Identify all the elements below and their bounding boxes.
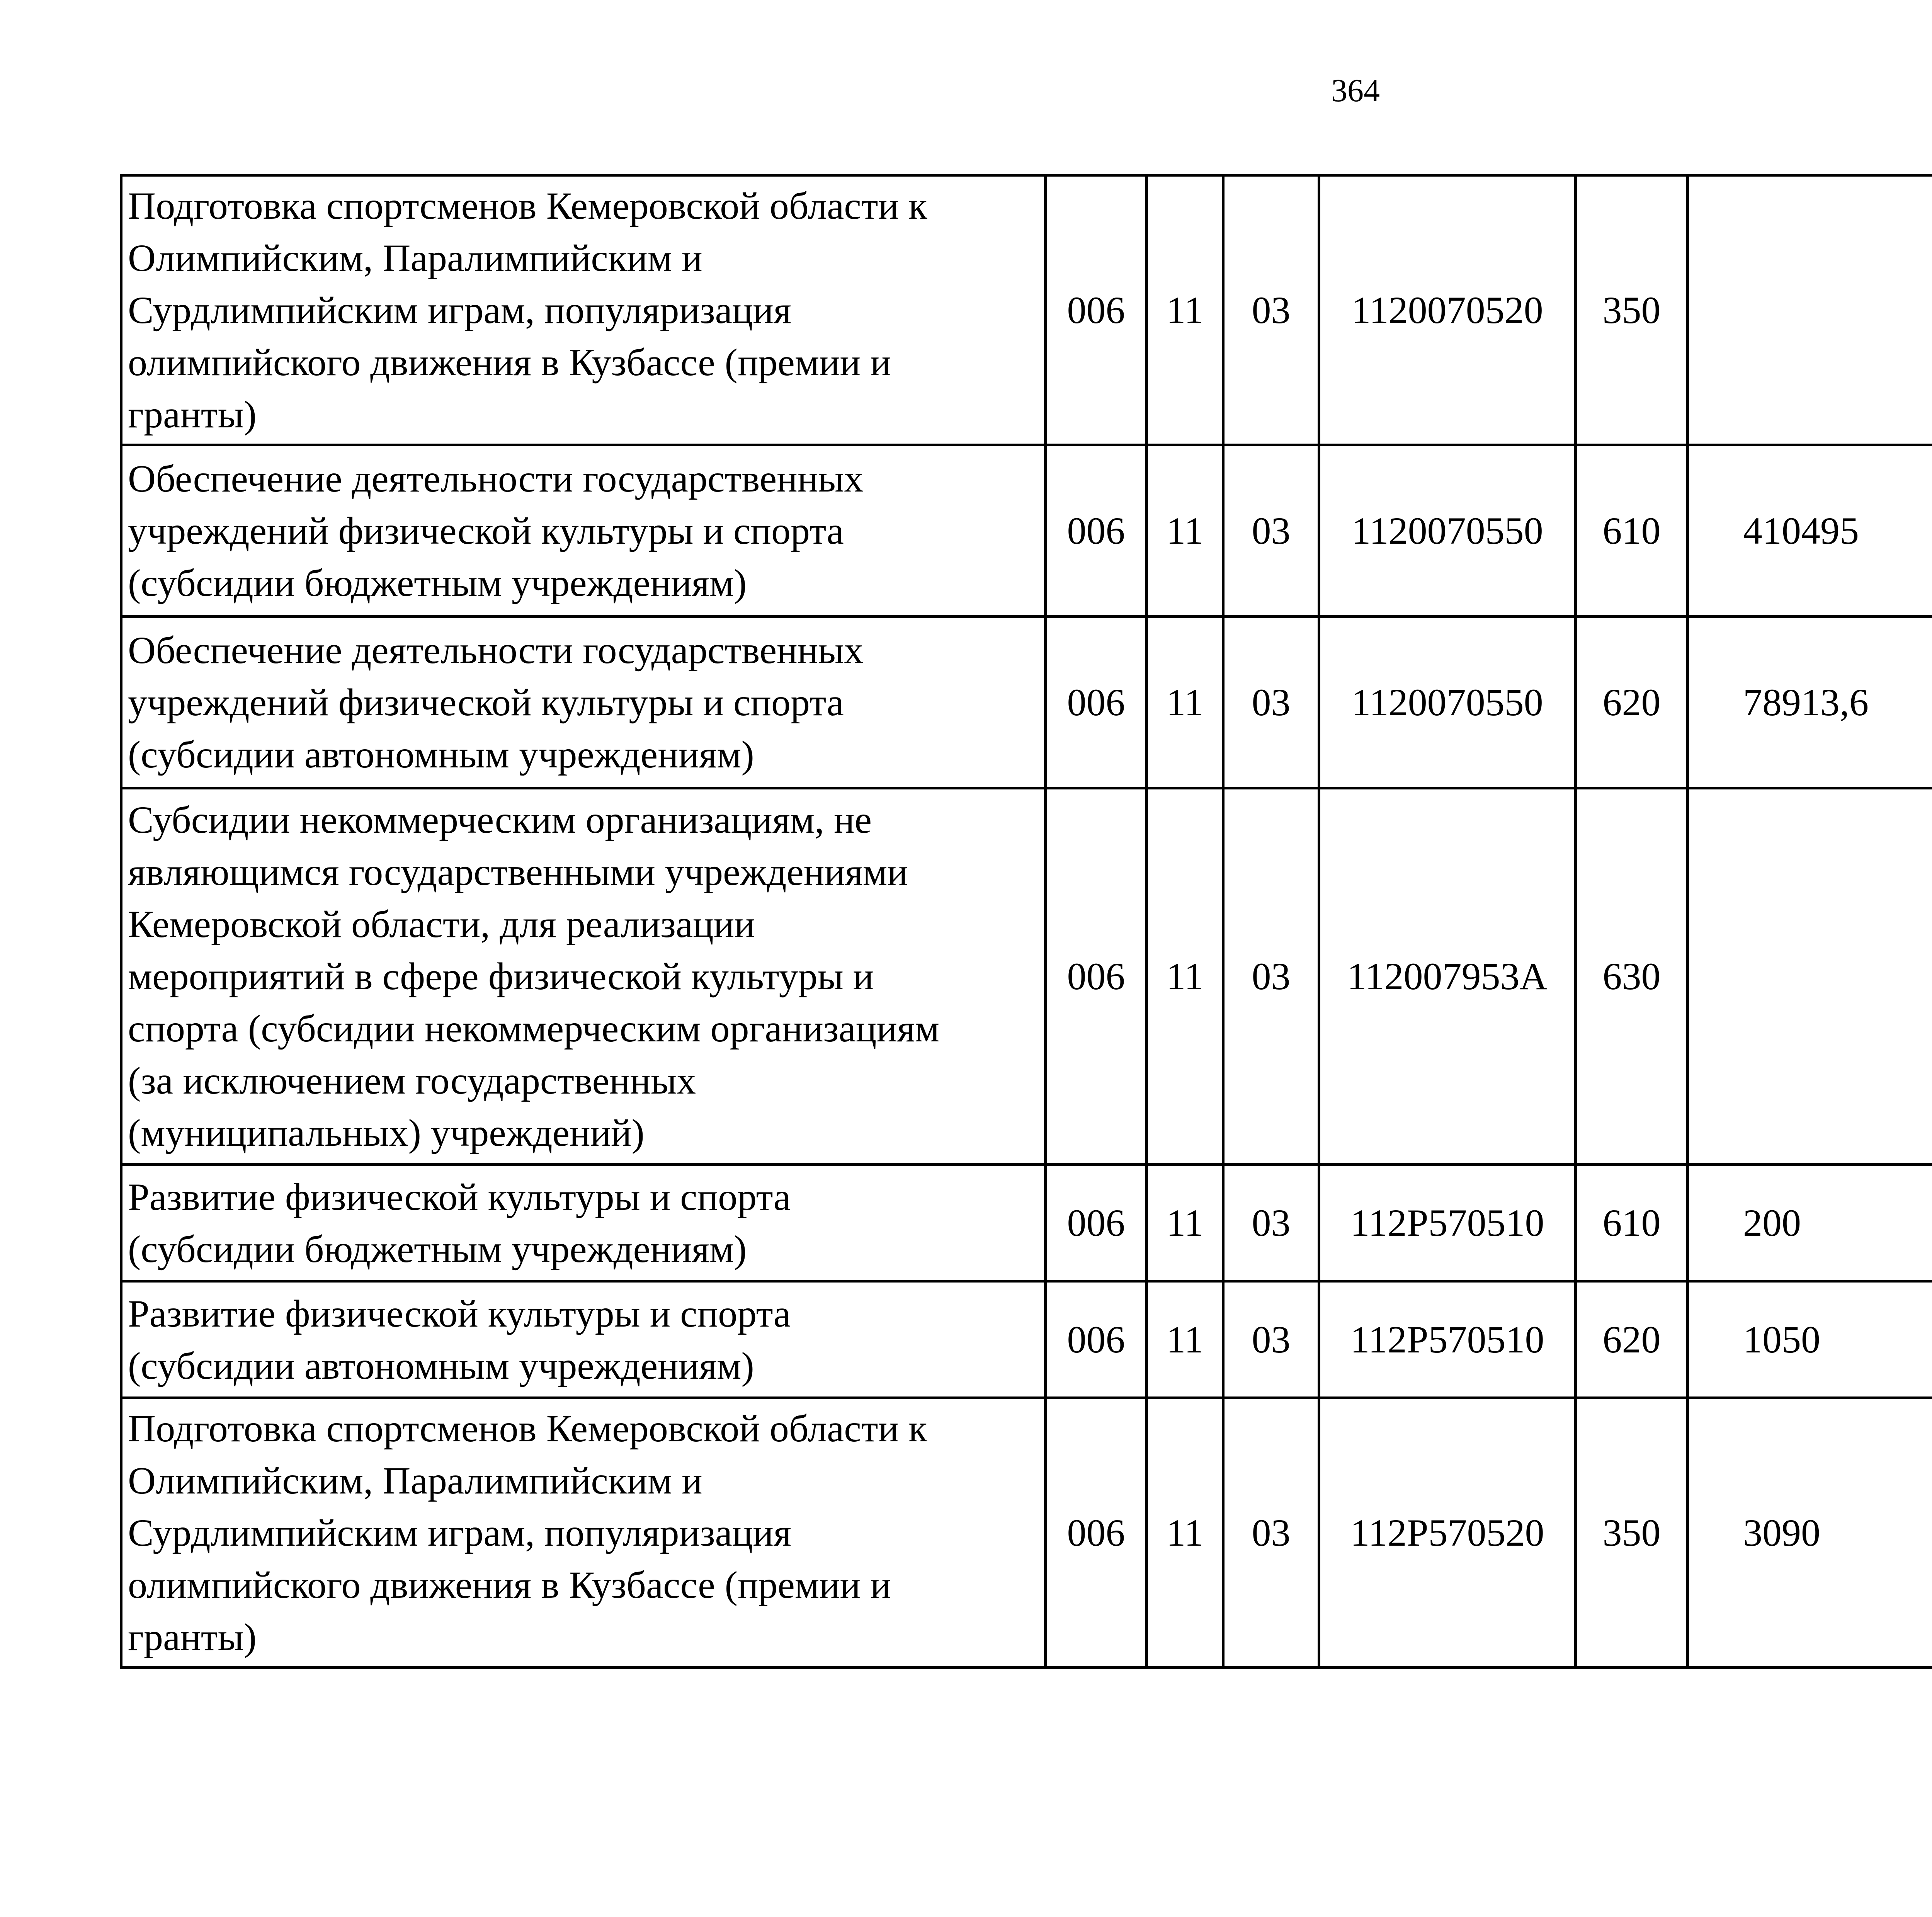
target-article-cell: 1120070550: [1319, 617, 1576, 788]
section-code-cell: 11: [1147, 1165, 1223, 1281]
description-line: олимпийского движения в Кузбассе (премии и: [128, 341, 891, 384]
description-cell: [121, 445, 1046, 617]
subsection-code-cell: 03: [1223, 1398, 1319, 1668]
description-line: Кемеровской области, для реализации: [128, 903, 755, 946]
expense-type-cell: 620: [1576, 1281, 1688, 1398]
target-article-cell: 112P570520: [1319, 1398, 1576, 1668]
description-cell: [121, 788, 1046, 1165]
amount-year-1-cell: 1050: [1688, 1281, 1932, 1398]
description-line: (субсидии автономным учреждениям): [128, 1344, 754, 1387]
description-line: Обеспечение деятельности государственных: [128, 457, 864, 500]
description-line: учреждений физической культуры и спорта: [128, 681, 844, 724]
section-code-cell: 11: [1147, 1398, 1223, 1668]
amount-year-1-cell: 78913,6: [1688, 617, 1932, 788]
target-article-cell: 112P570510: [1319, 1165, 1576, 1281]
amount-year-1-cell: 410495: [1688, 445, 1932, 617]
table-row: [121, 617, 1932, 788]
description-line: являющимся государственными учреждениями: [128, 850, 908, 893]
table-row: [121, 175, 1932, 445]
description-line: Подготовка спортсменов Кемеровской области к: [128, 184, 927, 227]
target-article-cell: 112007953А: [1319, 788, 1576, 1165]
description-line: Подготовка спортсменов Кемеровской области к: [128, 1407, 927, 1450]
description-line: мероприятий в сфере физической культуры и: [128, 955, 874, 998]
table-row: [121, 445, 1932, 617]
description-line: (субсидии бюджетным учреждениям): [128, 1227, 747, 1271]
expense-type-cell: 630: [1576, 788, 1688, 1165]
description-line: Субсидии некоммерческим организациям, не: [128, 798, 872, 841]
description-line: Сурдлимпийским играм, популяризация: [128, 1511, 791, 1554]
description-line: Развитие физической культуры и спорта: [128, 1175, 791, 1218]
section-code-cell: 11: [1147, 1281, 1223, 1398]
amount-year-1-cell: 3090: [1688, 1398, 1932, 1668]
budget-table: [120, 174, 1932, 1669]
section-code-cell: 11: [1147, 175, 1223, 445]
description-line: (за исключением государственных: [128, 1059, 696, 1102]
ministry-code-cell: 006: [1046, 445, 1147, 617]
table-row: [121, 788, 1932, 1165]
description-line: Сурдлимпийским играм, популяризация: [128, 289, 791, 332]
table-row: [121, 1165, 1932, 1281]
description-cell: [121, 175, 1046, 445]
description-line: (субсидии автономным учреждениям): [128, 733, 754, 776]
target-article-cell: 1120070520: [1319, 175, 1576, 445]
page-number: 364: [1331, 73, 1380, 109]
description-line: Обеспечение деятельности государственных: [128, 629, 864, 672]
ministry-code-cell: 006: [1046, 1165, 1147, 1281]
description-line: Олимпийским, Паралимпийским и: [128, 1459, 702, 1502]
description-line: Олимпийским, Паралимпийским и: [128, 236, 702, 279]
ministry-code-cell: 006: [1046, 1281, 1147, 1398]
description-cell: [121, 617, 1046, 788]
subsection-code-cell: 03: [1223, 617, 1319, 788]
subsection-code-cell: 03: [1223, 1281, 1319, 1398]
section-code-cell: 11: [1147, 617, 1223, 788]
ministry-code-cell: 006: [1046, 617, 1147, 788]
ministry-code-cell: 006: [1046, 175, 1147, 445]
subsection-code-cell: 03: [1223, 175, 1319, 445]
amount-year-1-cell: [1688, 788, 1932, 1165]
expense-type-cell: 350: [1576, 175, 1688, 445]
table-row: [121, 1281, 1932, 1398]
description-line: гранты): [128, 1616, 257, 1658]
target-article-cell: 112P570510: [1319, 1281, 1576, 1398]
subsection-code-cell: 03: [1223, 445, 1319, 617]
amount-year-1-cell: [1688, 175, 1932, 445]
ministry-code-cell: 006: [1046, 788, 1147, 1165]
budget-table-body: [121, 175, 1932, 1668]
description-cell: [121, 1281, 1046, 1398]
description-line: спорта (субсидии некоммерческим организациям: [128, 1007, 940, 1050]
description-cell: [121, 1398, 1046, 1668]
description-cell: [121, 1165, 1046, 1281]
description-line: гранты): [128, 393, 257, 436]
expense-type-cell: 620: [1576, 617, 1688, 788]
subsection-code-cell: 03: [1223, 788, 1319, 1165]
expense-type-cell: 350: [1576, 1398, 1688, 1668]
description-line: (субсидии бюджетным учреждениям): [128, 561, 747, 604]
ministry-code-cell: 006: [1046, 1398, 1147, 1668]
subsection-code-cell: 03: [1223, 1165, 1319, 1281]
description-line: (муниципальных) учреждений): [128, 1111, 645, 1154]
description-line: олимпийского движения в Кузбассе (премии и: [128, 1563, 891, 1606]
description-line: учреждений физической культуры и спорта: [128, 509, 844, 552]
description-line: Развитие физической культуры и спорта: [128, 1292, 791, 1335]
section-code-cell: 11: [1147, 445, 1223, 617]
target-article-cell: 1120070550: [1319, 445, 1576, 617]
table-row: [121, 1398, 1932, 1668]
section-code-cell: 11: [1147, 788, 1223, 1165]
amount-year-1-cell: 200: [1688, 1165, 1932, 1281]
expense-type-cell: 610: [1576, 1165, 1688, 1281]
expense-type-cell: 610: [1576, 445, 1688, 617]
